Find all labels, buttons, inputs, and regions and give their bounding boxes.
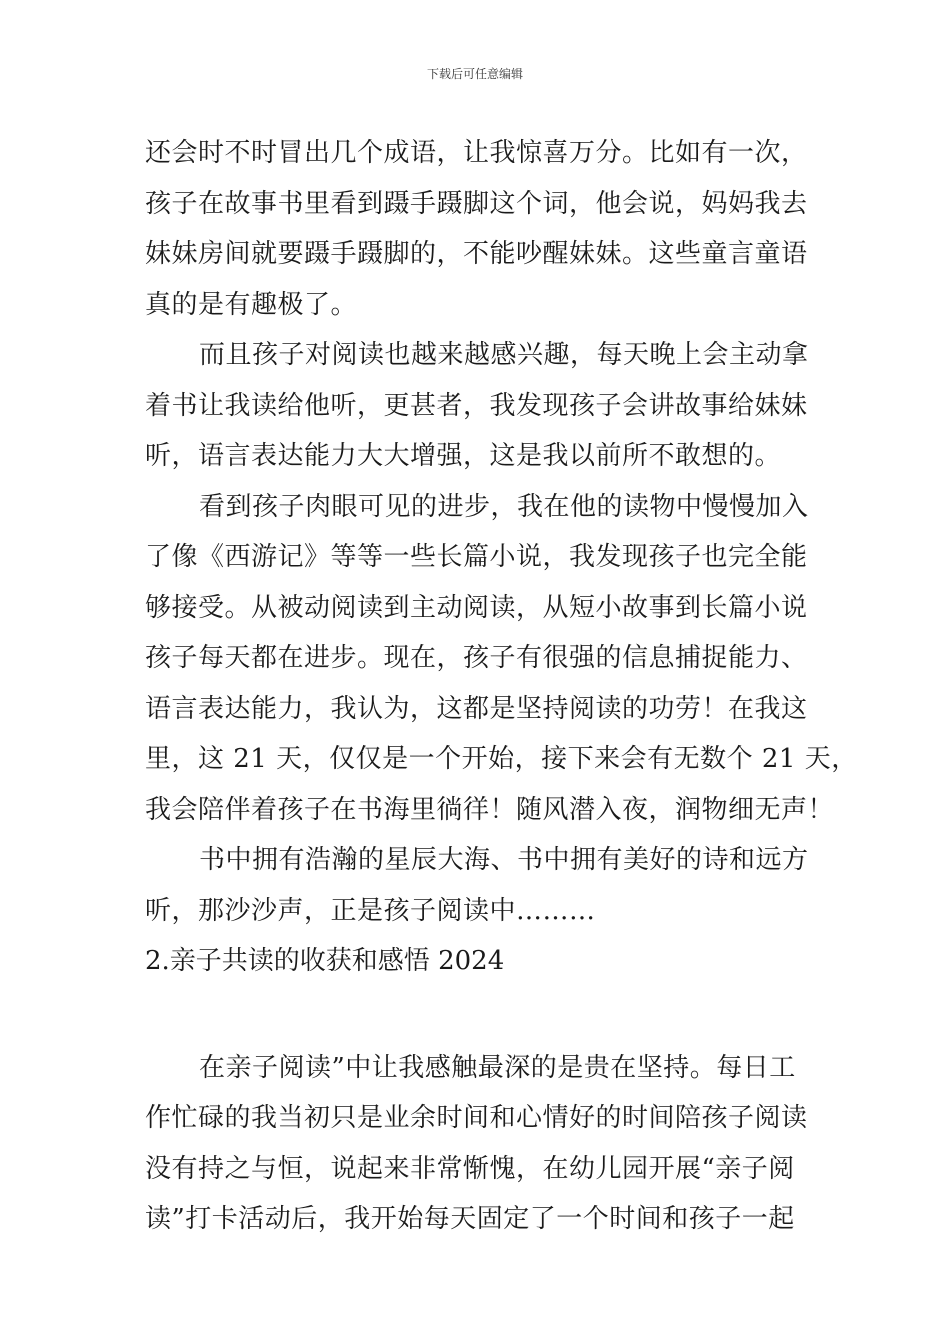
paragraph-4: [145, 835, 825, 936]
text-line: 里，这 21 天，仅仅是一个开始，接下来会有无数个 21 天，: [145, 744, 858, 774]
page-header: 下载后可任意编辑: [426, 67, 523, 81]
text-line: 了像《西游记》等等一些长篇小说，我发现孩子也完全能: [145, 542, 808, 572]
text-line: 听，语言表达能力大大增强，这是我以前所不敢想的。: [145, 441, 782, 471]
paragraph-5: [145, 1043, 825, 1245]
text-line: 在亲子阅读”中让我感触最深的是贵在坚持。每日工: [199, 1052, 796, 1083]
text-line: 孩子每天都在进步。现在，孩子有很强的信息捕捉能力、: [145, 643, 808, 673]
text-line: 还会时不时冒出几个成语，让我惊喜万分。比如有一次，: [145, 138, 808, 168]
paragraph-2: [145, 330, 825, 482]
text-line: 着书让我读给他听，更甚者，我发现孩子会讲故事给妹妹: [145, 390, 808, 421]
text-line: 读”打卡活动后，我开始每天固定了一个时间和孩子一起: [145, 1204, 795, 1234]
text-line: 语言表达能力，我认为，这都是坚持阅读的功劳！在我这: [145, 693, 808, 724]
text-line: 妹妹房间就要蹑手蹑脚的，不能吵醒妹妹。这些童言童语: [145, 239, 808, 269]
text-line: 孩子在故事书里看到蹑手蹑脚这个词，他会说，妈妈我去: [145, 188, 808, 219]
text-line: 书中拥有浩瀚的星辰大海、书中拥有美好的诗和远方: [199, 845, 809, 875]
text-line: 作忙碌的我当初只是业余时间和心情好的时间陪孩子阅读: [145, 1103, 808, 1133]
text-line: 真的是有趣极了。: [145, 289, 358, 320]
text-line: 够接受。从被动阅读到主动阅读，从短小故事到长篇小说: [145, 592, 808, 623]
section-heading: 2.亲子共读的收获和感悟 2024: [145, 946, 505, 976]
blank-spacer: [145, 987, 825, 1043]
text-line: 而且孩子对阅读也越来越感兴趣，每天晚上会主动拿: [199, 340, 809, 370]
text-line: 听，那沙沙声，正是孩子阅读中………: [145, 895, 596, 926]
paragraph-3: [145, 482, 858, 836]
text-line: 我会陪伴着孩子在书海里徜徉！随风潜入夜，润物细无声！: [145, 794, 835, 825]
text-line: 没有持之与恒，说起来非常惭愧，在幼儿园开展“亲子阅: [145, 1153, 795, 1184]
paragraph-1: [145, 128, 825, 330]
document-body: [145, 128, 858, 1245]
text-line: 看到孩子肉眼可见的进步，我在他的读物中慢慢加入: [199, 491, 809, 522]
